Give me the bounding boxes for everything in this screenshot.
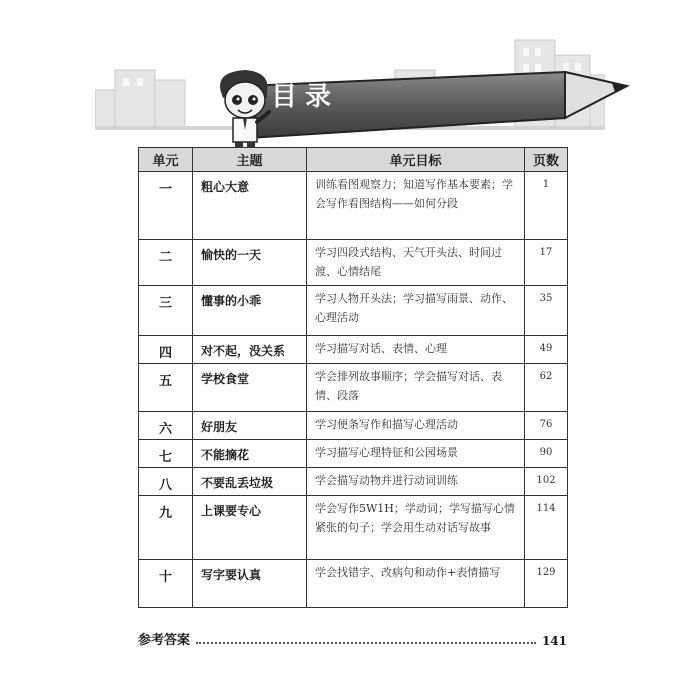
unit-goal: 训练看图观察力；知道写作基本要素；学会写作看图结构——如何分段 — [307, 172, 525, 240]
header-goal: 单元目标 — [307, 148, 525, 172]
unit-goal: 学习描写心理特征和公园场景 — [307, 440, 525, 468]
unit-theme: 愉快的一天 — [193, 240, 307, 286]
unit-theme: 粗心大意 — [193, 172, 307, 240]
unit-goal: 学会排列故事顺序；学会描写对话、表情、段落 — [307, 364, 525, 412]
table-row[interactable] — [139, 412, 568, 440]
table-row[interactable] — [139, 240, 568, 286]
unit-number: 八 — [139, 468, 193, 496]
unit-theme: 对不起，没关系 — [193, 336, 307, 364]
unit-theme: 上课要专心 — [193, 496, 307, 560]
table-row[interactable] — [139, 364, 568, 412]
unit-number: 五 — [139, 364, 193, 412]
table-row[interactable] — [139, 440, 568, 468]
page-number: 90 — [525, 440, 568, 468]
answer-key-entry[interactable] — [138, 628, 567, 648]
page-number: 129 — [525, 560, 568, 608]
table-row[interactable] — [139, 286, 568, 336]
page-number: 35 — [525, 286, 568, 336]
unit-theme: 学校食堂 — [193, 364, 307, 412]
table-row[interactable] — [139, 468, 568, 496]
unit-number: 二 — [139, 240, 193, 286]
unit-theme: 好朋友 — [193, 412, 307, 440]
page-title: 目录 — [270, 82, 339, 112]
unit-goal: 学会描写动物并进行动词训练 — [307, 468, 525, 496]
unit-number: 七 — [139, 440, 193, 468]
answer-key-label: 参考答案 — [138, 633, 191, 648]
unit-goal: 学习人物开头法；学习描写雨景、动作、心理活动 — [307, 286, 525, 336]
page-number: 114 — [525, 496, 568, 560]
unit-number: 十 — [139, 560, 193, 608]
page-number: 76 — [525, 412, 568, 440]
unit-goal: 学会找错字、改病句和动作+表情描写 — [307, 560, 525, 608]
unit-theme: 不能摘花 — [193, 440, 307, 468]
dot-leader — [196, 642, 536, 644]
unit-theme: 不要乱丢垃圾 — [193, 468, 307, 496]
table-row[interactable] — [139, 172, 568, 240]
table-row[interactable] — [139, 560, 568, 608]
page-number: 17 — [525, 240, 568, 286]
page-number: 1 — [525, 172, 568, 240]
unit-goal: 学会写作5W1H；学动词；学写描写心情紧张的句子；学会用生动对话写故事 — [307, 496, 525, 560]
unit-goal: 学习描写对话、表情、心理 — [307, 336, 525, 364]
unit-number: 四 — [139, 336, 193, 364]
header-unit: 单元 — [139, 148, 193, 172]
unit-goal: 学习便条写作和描写心理活动 — [307, 412, 525, 440]
page-number: 62 — [525, 364, 568, 412]
unit-number: 六 — [139, 412, 193, 440]
table-row[interactable] — [139, 496, 568, 560]
page-number: 102 — [525, 468, 568, 496]
unit-number: 一 — [139, 172, 193, 240]
unit-theme: 懂事的小乖 — [193, 286, 307, 336]
unit-number: 九 — [139, 496, 193, 560]
table-of-contents — [138, 147, 568, 608]
table-header-row — [139, 148, 568, 172]
table-row[interactable] — [139, 336, 568, 364]
unit-goal: 学习四段式结构、天气开头法、时间过渡、心情结尾 — [307, 240, 525, 286]
header-page: 页数 — [525, 148, 568, 172]
page-number: 49 — [525, 336, 568, 364]
unit-theme: 写字要认真 — [193, 560, 307, 608]
header-theme: 主题 — [193, 148, 307, 172]
unit-number: 三 — [139, 286, 193, 336]
answer-key-page: 141 — [541, 634, 567, 648]
